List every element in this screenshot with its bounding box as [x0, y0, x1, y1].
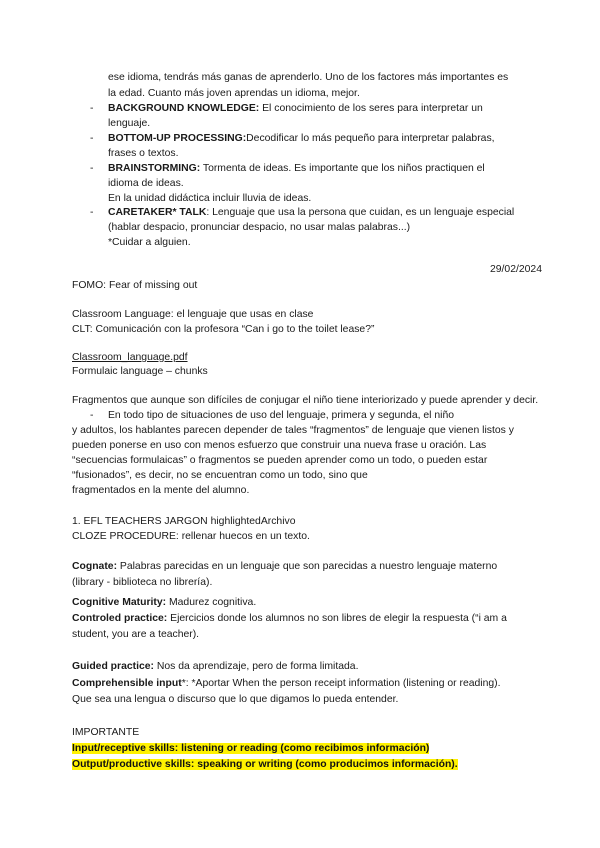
brainstorming-text: Tormenta de ideas. Es importante que los niños practiquen el [200, 163, 485, 174]
input-skills-text: Input/receptive skills: listening or reading (como recibimos información) [72, 743, 430, 754]
input-skills-highlight [72, 742, 429, 756]
background-knowledge-line-2: lenguaje. [108, 118, 151, 129]
caretaker-talk-text: : Lenguaje que usa la persona que cuidan, es un lenguaje especial [206, 207, 515, 218]
controled-practice-item [72, 612, 507, 626]
controled-practice-term: Controled practice: [72, 613, 168, 624]
cognitive-maturity-item [72, 596, 256, 610]
comprehensible-input-item [72, 677, 501, 691]
fragments-line-1: Fragmentos que aunque son difíciles de conjugar el niño tiene interiorizado y puede aprender y decir. [72, 395, 539, 406]
brainstorming-item [108, 162, 485, 176]
caretaker-talk-term: CARETAKER* TALK [108, 207, 207, 218]
comprehensible-input-text: *: *Aportar When the person receipt information (listening or reading). [181, 678, 501, 689]
comprehensible-input-line-2: Que sea una lengua o discurso que lo que digamos lo pueda entender. [72, 694, 399, 705]
comprehensible-input-term: Comprehensible input [72, 678, 182, 689]
output-skills-text: Output/productive skills: speaking or writing (como producimos información). [72, 759, 458, 770]
cognitive-maturity-term: Cognitive Maturity: [72, 597, 167, 608]
bottom-up-term: BOTTOM-UP PROCESSING: [108, 133, 247, 144]
formulaic-language-line: Formulaic language – chunks [72, 366, 208, 377]
guided-practice-term: Guided practice: [72, 661, 154, 672]
important-label: IMPORTANTE [72, 727, 140, 738]
classroom-language-line: Classroom Language: el lenguaje que usas en clase [72, 309, 314, 320]
cognate-item [72, 560, 497, 574]
jargon-heading: 1. EFL TEACHERS JARGON highlightedArchivo [72, 516, 296, 527]
brainstorming-line-3: En la unidad didáctica incluir lluvia de ideas. [108, 193, 312, 204]
controled-practice-line-2: student, you are a teacher). [72, 629, 200, 640]
background-knowledge-text: El conocimiento de los seres para interpretar un [259, 103, 483, 114]
intro-line-1: ese idioma, tendrás más ganas de aprenderlo. Uno de los factores más importantes es [108, 72, 509, 83]
guided-practice-item [72, 660, 358, 674]
guided-practice-text: Nos da aprendizaje, pero de forma limitada. [154, 661, 359, 672]
fragments-line-3: y adultos, los hablantes parecen depender de tales “fragmentos” de lenguaje que vienen listos y [72, 425, 514, 436]
intro-line-2: la edad. Cuanto más joven aprendas un idioma, mejor. [108, 88, 360, 99]
bullet-dash: - [90, 410, 94, 421]
output-skills-highlight [72, 758, 458, 772]
cognate-text: Palabras parecidas en un lenguaje que son parecidas a nuestro lenguaje materno [117, 561, 498, 572]
clt-line: CLT: Comunicación con la profesora “Can i go to the toilet lease?” [72, 324, 375, 335]
fragments-line-4: pueden ponerse en uso con menos esfuerzo que construir una nueva frase u oración. Las [72, 440, 487, 451]
cognate-term: Cognate: [72, 561, 118, 572]
date-label: 29/02/2024 [489, 264, 542, 275]
bullet-dash: - [90, 163, 94, 174]
controled-practice-text: Ejercicios donde los alumnos no son libres de elegir la respuesta (“i am a [167, 613, 507, 624]
bullet-dash: - [90, 103, 94, 114]
cognate-line-2: (library - biblioteca no librería). [72, 577, 213, 588]
caretaker-talk-line-3: *Cuidar a alguien. [108, 237, 191, 248]
cloze-procedure-line: CLOZE PROCEDURE: rellenar huecos en un texto. [72, 531, 310, 542]
fragments-line-6: “fusionados”, es decir, no se encuentran como un todo, sino que [72, 470, 368, 481]
bottom-up-text: Decodificar lo más pequeño para interpretar palabras, [246, 133, 495, 144]
caretaker-talk-line-2: (hablar despacio, pronunciar despacio, no usar malas palabras...) [108, 222, 411, 233]
fomo-line: FOMO: Fear of missing out [72, 280, 198, 291]
cognitive-maturity-text: Madurez cognitiva. [166, 597, 257, 608]
bottom-up-line-2: frases o textos. [108, 148, 179, 159]
background-knowledge-item [108, 102, 483, 116]
classroom-language-pdf-link[interactable]: Classroom_language.pdf [72, 352, 188, 363]
bullet-dash: - [90, 207, 94, 218]
bottom-up-item [108, 132, 495, 146]
brainstorming-term: BRAINSTORMING: [108, 163, 201, 174]
fragments-line-5: “secuencias formulaicas” o fragmentos se pueden aprender como un todo, o pueden estar [72, 455, 488, 466]
caretaker-talk-item [108, 206, 514, 220]
fragments-line-7: fragmentados en la mente del alumno. [72, 485, 250, 496]
bullet-dash: - [90, 133, 94, 144]
fragments-line-2: En todo tipo de situaciones de uso del lenguaje, primera y segunda, el niño [108, 410, 455, 421]
brainstorming-line-2: idioma de ideas. [108, 178, 184, 189]
background-knowledge-term: BACKGROUND KNOWLEDGE: [108, 103, 260, 114]
